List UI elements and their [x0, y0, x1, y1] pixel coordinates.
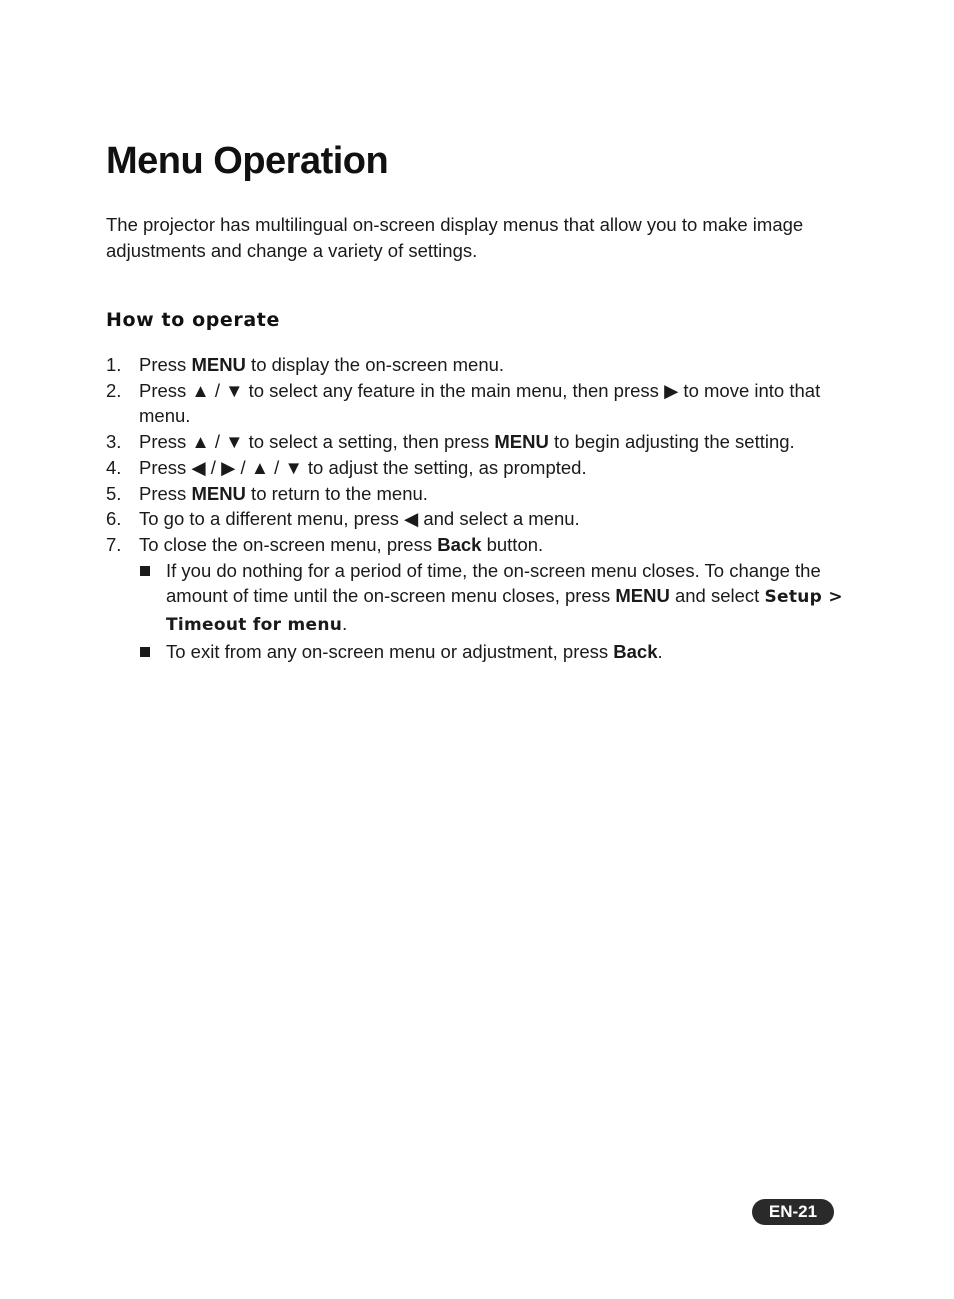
step-number: 3.	[106, 431, 122, 453]
notes-list	[139, 558, 846, 665]
step-text: Press ◀ / ▶ / ▲ / ▼ to adjust the setting, as prompted.	[139, 456, 587, 478]
page-title: Menu Operation	[106, 140, 389, 182]
step-number: 1.	[106, 354, 122, 375]
square-bullet-icon	[140, 647, 150, 657]
note-item	[139, 558, 846, 639]
note-text: If you do nothing for a period of time, the on-screen menu closes. To change the amount of time until the on-screen menu closes, press MENU and select Setup > Timeout for menu.	[166, 559, 843, 636]
section-heading: How to operate	[106, 309, 280, 331]
bold-keyword: MENU	[494, 431, 549, 453]
menu-path-text: Setup > Timeout for menu	[166, 587, 843, 636]
step-item	[106, 481, 846, 507]
bold-keyword: MENU	[191, 354, 246, 375]
note-item	[139, 639, 846, 665]
step-text: To close the on-screen menu, press Back button.	[139, 533, 544, 555]
step-text: Press MENU to display the on-screen menu.	[139, 354, 505, 375]
step-number: 2.	[106, 379, 122, 401]
page-number-badge: EN-21	[752, 1199, 834, 1225]
step-number: 5.	[106, 482, 122, 504]
step-text: Press ▲ / ▼ to select any feature in the main menu, then press ▶ to move into that menu.	[139, 379, 821, 427]
step-item	[106, 378, 846, 429]
step-item	[106, 429, 846, 455]
intro-paragraph: The projector has multilingual on-screen display menus that allow you to make image adjustments and change a variety of settings.	[106, 214, 804, 261]
step-text: Press ▲ / ▼ to select a setting, then press MENU to begin adjusting the setting.	[139, 431, 795, 453]
step-text: Press MENU to return to the menu.	[139, 482, 428, 504]
bold-keyword: Back	[613, 640, 658, 662]
step-item	[106, 532, 846, 665]
steps-list	[106, 352, 846, 664]
bold-keyword: MENU	[615, 585, 670, 607]
step-number: 4.	[106, 456, 122, 478]
step-item	[106, 352, 846, 378]
square-bullet-icon	[140, 566, 150, 576]
bold-keyword: Back	[437, 533, 482, 555]
note-text: To exit from any on-screen menu or adjustment, press Back.	[166, 640, 663, 662]
bold-keyword: MENU	[191, 482, 246, 504]
step-text: To go to a different menu, press ◀ and select a menu.	[139, 508, 580, 530]
step-number: 7.	[106, 533, 122, 555]
step-item	[106, 506, 846, 532]
step-number: 6.	[106, 508, 122, 530]
step-item	[106, 455, 846, 481]
